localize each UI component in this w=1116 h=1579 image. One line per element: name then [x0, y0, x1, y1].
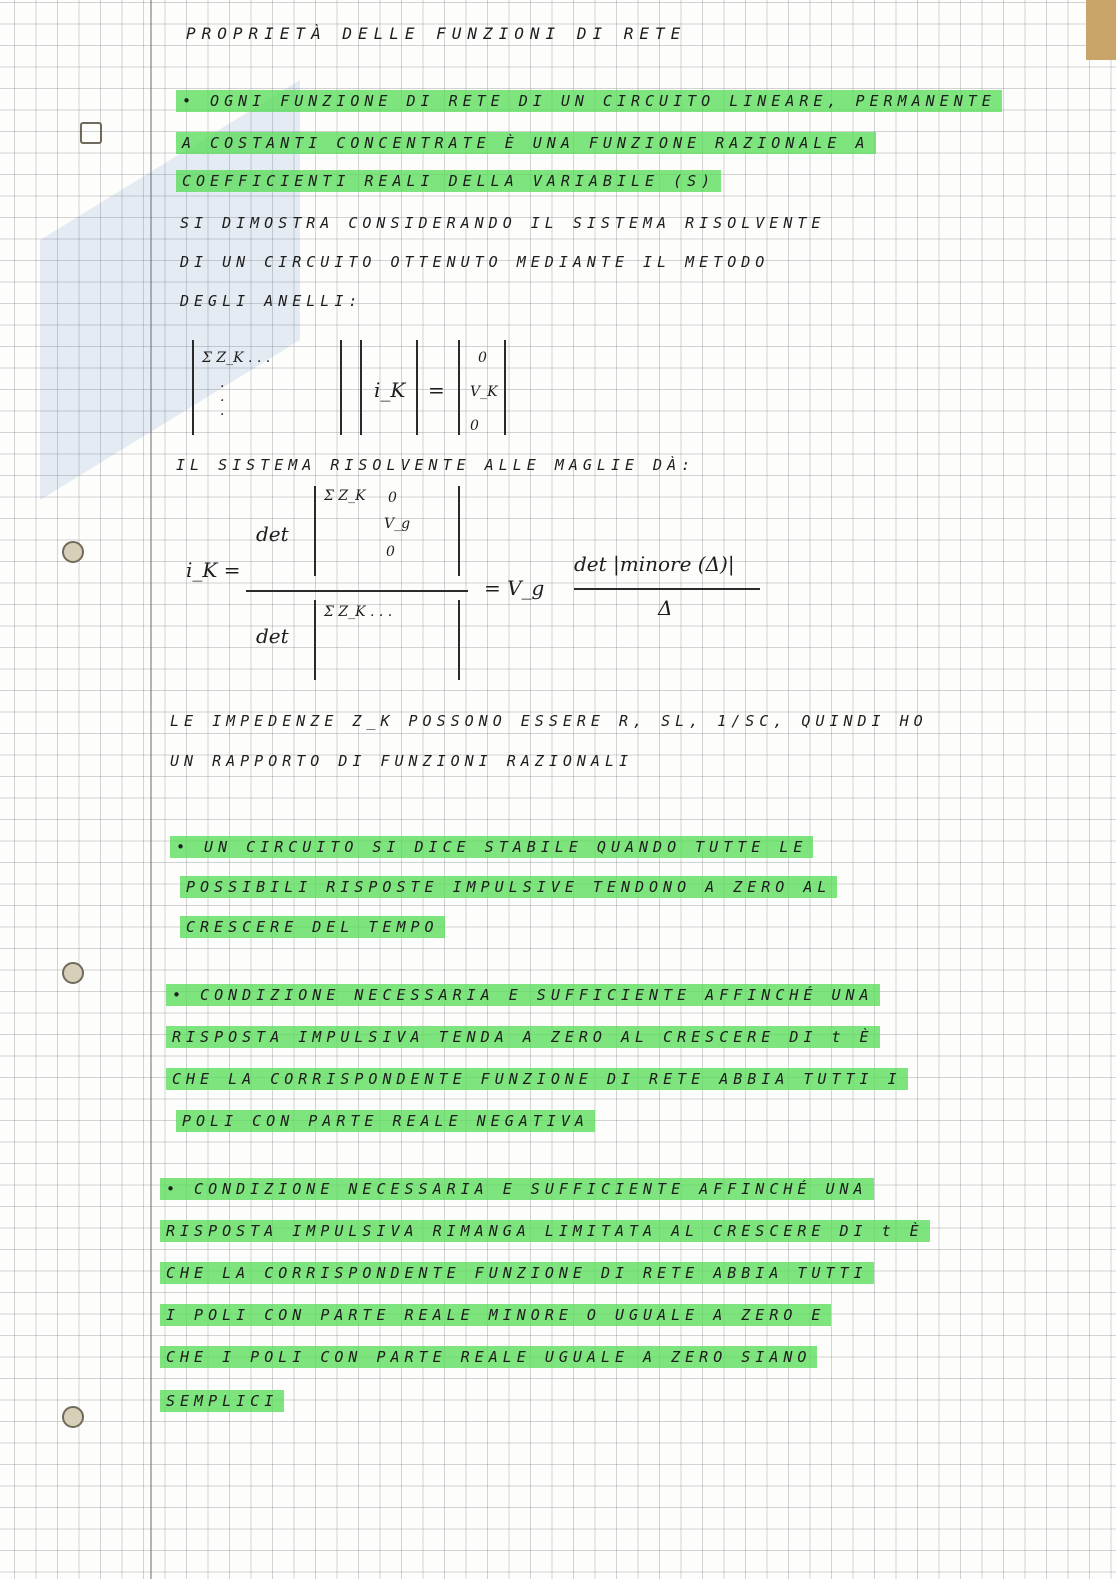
impedance-line: LE IMPEDENZE Z_K POSSONO ESSERE R, SL, 1/SC, QUINDI HO [170, 712, 928, 730]
punch-hole [80, 122, 102, 144]
notebook-margin-line [150, 0, 152, 1579]
matrix-dots: · · · [220, 379, 225, 423]
proof-line: DI UN CIRCUITO OTTENUTO MEDIANTE IL METODO [180, 253, 770, 271]
formula-num-det: det [256, 522, 289, 546]
paragraph-4-line [160, 1392, 284, 1410]
highlight: I POLI CON PARTE REALE MINORE O UGUALE A ZERO E [160, 1304, 831, 1326]
punch-hole [62, 541, 84, 563]
matrix-entry: Σ Z_K . . . [324, 604, 393, 620]
paragraph-4-line [160, 1348, 817, 1366]
formula-rhs-num: det |minore (Δ)| [574, 552, 735, 576]
matrix-entry: i_K [374, 378, 406, 402]
highlight: CHE I POLI CON PARTE REALE UGUALE A ZERO SIANO [160, 1346, 817, 1368]
matrix-entry: 0 [386, 544, 395, 560]
highlight: • CONDIZIONE NECESSARIA E SUFFICIENTE AFFINCHÉ UNA [166, 984, 880, 1006]
formula-lhs: i_K = [186, 558, 241, 582]
matrix-bar [314, 486, 316, 576]
paragraph-4-line [160, 1306, 831, 1324]
formula-rhs-eq: = V_g [484, 576, 545, 600]
impedance-line: UN RAPPORTO DI FUNZIONI RAZIONALI [170, 752, 634, 770]
matrix-entry: 0 [388, 490, 397, 506]
matrix-bar [458, 486, 460, 576]
paragraph-3-line [166, 1070, 908, 1088]
matrix-entry: V_g [384, 516, 411, 532]
matrix-bar [504, 340, 506, 435]
highlight: • OGNI FUNZIONE DI RETE DI UN CIRCUITO LINEARE, PERMANENTE [176, 90, 1002, 112]
highlight: CHE LA CORRISPONDENTE FUNZIONE DI RETE ABBIA TUTTI [160, 1262, 874, 1284]
matrix-entry: 0 [470, 418, 479, 434]
equals-sign: = [428, 378, 445, 402]
page-title: PROPRIETÀ DELLE FUNZIONI DI RETE [186, 24, 687, 43]
highlight: COEFFICIENTI REALI DELLA VARIABILE (S) [176, 170, 721, 192]
matrix-bar [416, 340, 418, 435]
proof-line: DEGLI ANELLI: [180, 292, 363, 310]
paragraph-3-line [166, 1028, 880, 1046]
fraction-line [574, 588, 760, 590]
highlight: RISPOSTA IMPULSIVA RIMANGA LIMITATA AL CRESCERE DI t È [160, 1220, 930, 1242]
highlight: CRESCERE DEL TEMPO [180, 916, 445, 938]
paragraph-4-line [160, 1264, 874, 1282]
matrix-bar [458, 600, 460, 680]
matrix-entry: Σ Z_K [324, 488, 366, 504]
highlight: RISPOSTA IMPULSIVA TENDA A ZERO AL CRESCERE DI t È [166, 1026, 880, 1048]
fraction-line [246, 590, 468, 592]
matrix-bar [360, 340, 362, 435]
paragraph-2-line [180, 878, 837, 896]
highlight: A COSTANTI CONCENTRATE È UNA FUNZIONE RAZIONALE A [176, 132, 876, 154]
page-corner [1086, 0, 1116, 60]
system-line: IL SISTEMA RISOLVENTE ALLE MAGLIE DÀ: [176, 456, 696, 474]
matrix-bar [340, 340, 342, 435]
highlight: • UN CIRCUITO SI DICE STABILE QUANDO TUTTE LE [170, 836, 813, 858]
punch-hole [62, 1406, 84, 1428]
paragraph-4-line [160, 1222, 930, 1240]
highlight: • CONDIZIONE NECESSARIA E SUFFICIENTE AFFINCHÉ UNA [160, 1178, 874, 1200]
punch-hole [62, 962, 84, 984]
highlight: CHE LA CORRISPONDENTE FUNZIONE DI RETE ABBIA TUTTI I [166, 1068, 908, 1090]
matrix-bar [314, 600, 316, 680]
highlight: POSSIBILI RISPOSTE IMPULSIVE TENDONO A ZERO AL [180, 876, 837, 898]
paragraph-4-line [160, 1180, 874, 1198]
formula-rhs-den: Δ [658, 596, 673, 620]
proof-line: SI DIMOSTRA CONSIDERANDO IL SISTEMA RISOLVENTE [180, 214, 826, 232]
formula-den-det: det [256, 624, 289, 648]
paragraph-3-line [166, 986, 880, 1004]
paragraph-1-line [176, 172, 721, 190]
matrix-bar [458, 340, 460, 435]
paragraph-3-line [176, 1112, 595, 1130]
highlight: POLI CON PARTE REALE NEGATIVA [176, 1110, 595, 1132]
matrix-entry: V_K [470, 384, 498, 400]
matrix-entry: 0 [478, 350, 487, 366]
matrix-bar [192, 340, 194, 435]
paragraph-1-line [176, 134, 876, 152]
matrix-entry: Σ Z_K . . . [202, 350, 271, 366]
paragraph-2-line [180, 918, 445, 936]
paragraph-1-line [176, 92, 1002, 110]
highlight: SEMPLICI [160, 1390, 284, 1412]
paragraph-2-line [170, 838, 813, 856]
